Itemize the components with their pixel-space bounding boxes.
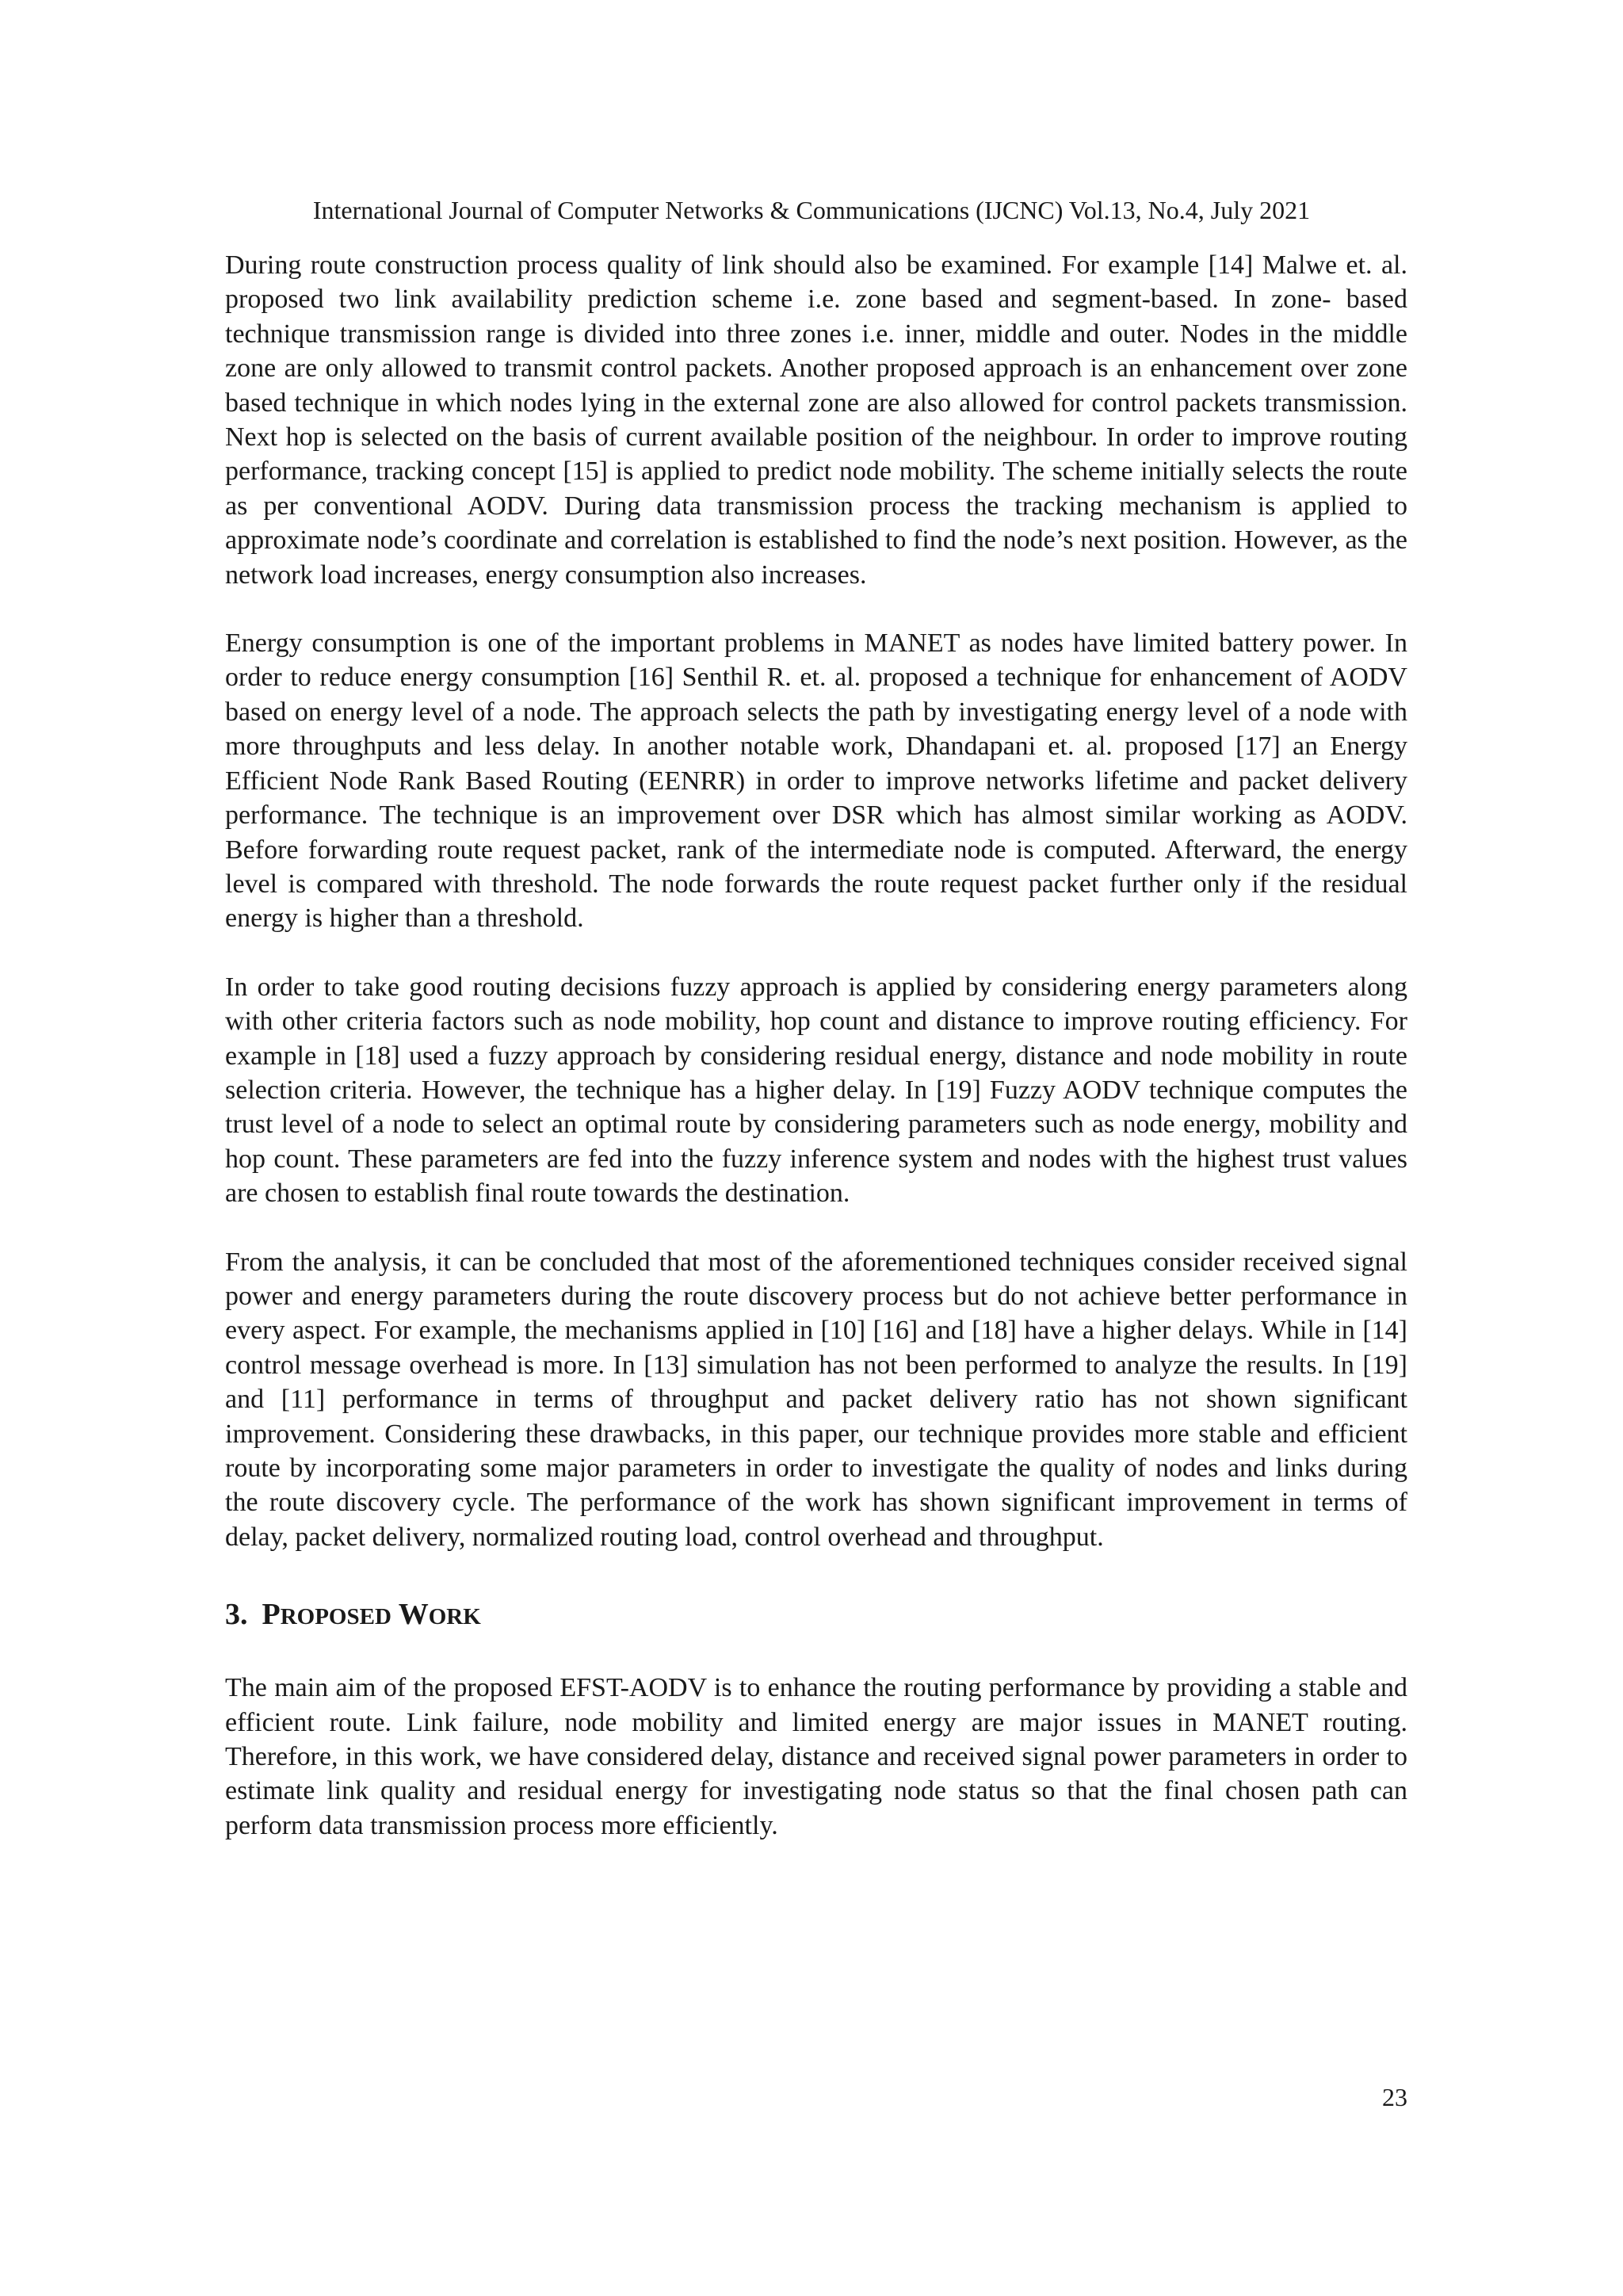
section-title-rest: ORK <box>428 1604 481 1630</box>
running-header: International Journal of Computer Networks & Communications (IJCNC) Vol.13, No.4, July 2021 <box>312 196 1311 224</box>
page-body <box>225 248 1407 1843</box>
page-number: 23 <box>1382 2083 1407 2111</box>
paragraph-gap <box>225 1211 1407 1245</box>
section-title-rest: ROPOSED <box>280 1604 391 1630</box>
section-gap <box>225 1636 1407 1671</box>
section-heading <box>225 1595 1407 1636</box>
paragraph-analysis: From the analysis, it can be concluded that most of the aforementioned techniques consider received signal power and energy parameters during the route discovery process but do not achieve better performance in every aspect. For example, the mechanisms applied in [10] [16] and [18] have a higher delays. While in [14] control message overhead is more. In [13] simulation has not been performed to analyze the results. In [19] and [11] performance in terms of throughput and packet delivery ratio has not shown significant improvement. Considering these drawbacks, in this paper, our technique provides more stable and efficient route by incorporating some major parameters in order to investigate the quality of nodes and links during the route discovery cycle. The performance of the work has shown significant improvement in terms of delay, packet delivery, normalized routing load, control overhead and throughput. <box>225 1247 1407 1552</box>
paragraph-energy-consumption: Energy consumption is one of the important problems in MANET as nodes have limited battery power. In order to reduce energy consumption [16] Senthil R. et. al. proposed a technique for enhancement of AODV based on energy level of a node. The approach selects the path by investigating energy level of a node with more throughputs and less delay. In another notable work, Dhandapani et. al. proposed [17] an Energy Efficient Node Rank Based Routing (EENRR) in order to improve networks lifetime and packet delivery performance. The technique is an improvement over DSR which has almost similar working as AODV. Before forwarding route request packet, rank of the intermediate node is computed. Afterward, the energy level is compared with threshold. The node forwards the route request packet further only if the residual energy is higher than a threshold. <box>225 628 1407 934</box>
section-title-initial: P <box>262 1598 281 1632</box>
paragraph-fuzzy-approach: In order to take good routing decisions fuzzy approach is applied by considering energy parameters along with other criteria factors such as node mobility, hop count and distance to improve routing efficiency. For example in [18] used a fuzzy approach by considering residual energy, distance and node mobility in route selection criteria. However, the technique has a higher delay. In [19] Fuzzy AODV technique computes the trust level of a node to select an optimal route by considering parameters such as node energy, mobility and hop count. These parameters are fed into the fuzzy inference system and nodes with the highest trust values are chosen to establish final route towards the destination. <box>225 972 1407 1209</box>
section-gap <box>225 1554 1407 1595</box>
section-title-initial: W <box>398 1598 429 1632</box>
paragraph-proposed-work: The main aim of the proposed EFST-AODV is to enhance the routing performance by providing a stable and efficient route. Link failure, node mobility and limited energy are major issues in MANET routing. Therefore, in this work, we have considered delay, distance and received signal power parameters in order to estimate link quality and residual energy for investigating node status so that the final chosen path can perform data transmission process more efficiently. <box>225 1673 1407 1840</box>
section-number: 3. <box>225 1598 248 1632</box>
paragraph-gap <box>225 936 1407 970</box>
paragraph-gap <box>225 592 1407 626</box>
paragraph-link-availability: During route construction process quality of link should also be examined. For example [14] Malwe et. al. proposed two link availability prediction scheme i.e. zone based and segment-based. In zone- based technique transmission range is divided into three zones i.e. inner, middle and outer. Nodes in the middle zone are only allowed to transmit control packets. Another proposed approach is an enhancement over zone based technique in which nodes lying in the external zone are also allowed for control packets transmission. Next hop is selected on the basis of current available position of the neighbour. In order to improve routing performance, tracking concept [15] is applied to predict node mobility. The scheme initially selects the route as per conventional AODV. During data transmission process the tracking mechanism is applied to approximate node’s coordinate and correlation is established to find the node’s next position. However, as the network load increases, energy consumption also increases. <box>225 250 1407 590</box>
